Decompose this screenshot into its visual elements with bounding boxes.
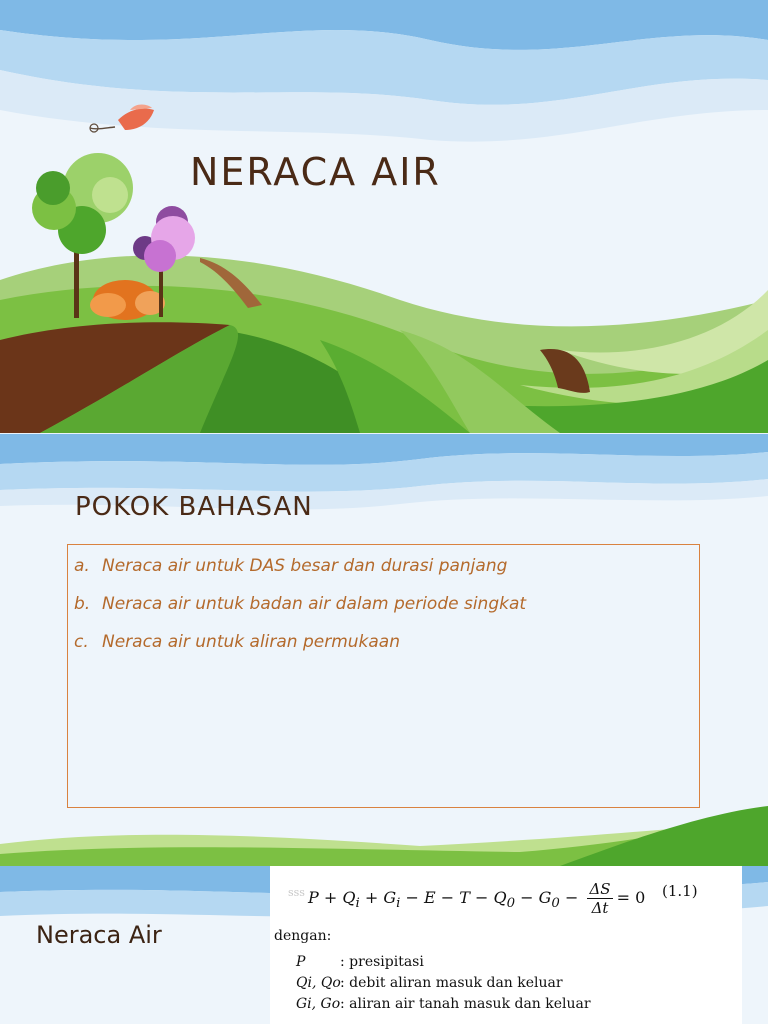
equation-number: (1.1) (662, 882, 698, 900)
list-item-text: Neraca air untuk aliran permukaan (102, 632, 400, 652)
list-item (74, 627, 699, 665)
slide-title-text: NERACA AIR (190, 150, 441, 194)
list-marker: b. (74, 594, 91, 614)
definition-row: Gi, Go: aliran air tanah masuk dan keluar (296, 996, 591, 1012)
fraction: $\frac{\Delta S}{\Delta t}$ (589, 880, 611, 917)
topics-list (68, 545, 699, 665)
list-item (74, 551, 699, 589)
topics-box (67, 544, 700, 808)
equation-image: sss $P + Q_i + G_i - E - T - Q_0 - G_0$ − $\frac{\Delta S}{\Delta t}$ = 0 (1.1) dengan: P : presipitasi Qi, Qo: debit aliran masuk dan keluar Gi, Go: aliran air tanah masuk dan keluar (270, 866, 742, 1024)
landscape-background (0, 0, 768, 433)
slide-topics (0, 434, 768, 866)
list-item-text: Neraca air untuk badan air dalam periode singkat (102, 594, 527, 614)
definitions-list (296, 954, 591, 1017)
slide-water-balance (0, 866, 768, 1024)
list-item-text: Neraca air untuk DAS besar dan durasi panjang (102, 556, 508, 576)
list-item (74, 589, 699, 627)
list-marker: a. (74, 556, 90, 576)
slide-heading: Neraca Air (36, 921, 162, 949)
slide-title (0, 0, 768, 433)
definition-row: P : presipitasi (296, 954, 424, 970)
dengan-label: dengan: (274, 928, 332, 944)
definition-row: Qi, Qo: debit aliran masuk dan keluar (296, 975, 563, 991)
list-marker: c. (74, 632, 89, 652)
water-balance-equation: $P + Q_i + G_i - E - T - Q_0 - G_0$ − $\frac{\Delta S}{\Delta t}$ = 0 (308, 880, 646, 917)
slide-heading: POKOK BAHASAN (75, 492, 313, 522)
